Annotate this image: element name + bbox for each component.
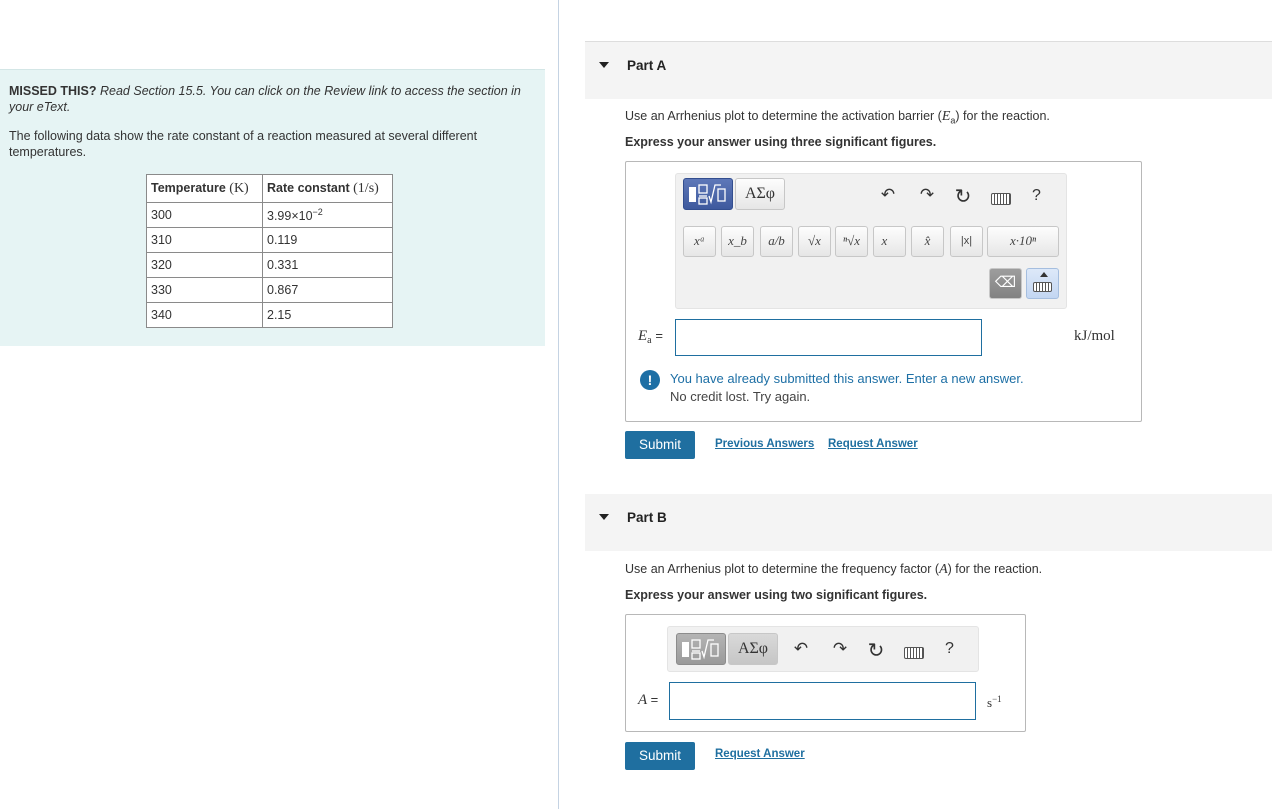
greek-symbols-button[interactable]: ΑΣφ	[728, 633, 778, 665]
alert-icon: !	[640, 370, 660, 390]
temperature-cell: 300	[147, 203, 263, 228]
a-unit-label: $s^{-1}$	[987, 694, 1002, 710]
part-b-question: Use an Arrhenius plot to determine the frequency factor (A) for the reaction.	[625, 562, 1043, 577]
problem-intro-panel	[0, 69, 545, 346]
missed-this-label: MISSED THIS?	[9, 84, 97, 98]
part-b-answer-box	[625, 614, 1026, 732]
collapse-caret-icon[interactable]	[599, 514, 609, 520]
column-divider	[558, 0, 559, 809]
square-root-button[interactable]: √x	[798, 226, 831, 257]
part-a-title: Part A	[627, 58, 667, 73]
part-b-title: Part B	[627, 510, 667, 525]
table-row	[147, 253, 393, 278]
part-b-instruction: Express your answer using two significant figures.	[625, 588, 928, 602]
part-a-submit-button[interactable]: Submit	[625, 431, 695, 459]
fraction-button[interactable]: a/b	[760, 226, 793, 257]
templates-button[interactable]	[683, 178, 733, 210]
part-b-submit-button[interactable]: Submit	[625, 742, 695, 770]
ea-answer-input[interactable]	[675, 319, 982, 356]
a-answer-input[interactable]	[669, 682, 976, 720]
greek-symbols-button[interactable]: ΑΣφ	[735, 178, 785, 210]
problem-description: The following data show the rate constant of a reaction measured at several different temperatures.	[9, 129, 478, 159]
rate-constant-cell: 0.119	[263, 228, 393, 253]
part-a-answer-box	[625, 161, 1142, 422]
table-header-row	[147, 175, 393, 203]
table-row	[147, 203, 393, 228]
feedback-message: You have already submitted this answer. Enter a new answer.	[670, 371, 1024, 386]
templates-icon	[677, 634, 725, 664]
undo-icon[interactable]: ↶	[880, 185, 896, 204]
templates-icon	[684, 179, 732, 209]
vector-button[interactable]: x⃗	[873, 226, 906, 257]
superscript-button[interactable]: xᵃ	[683, 226, 716, 257]
math-toolbar	[667, 626, 979, 672]
help-icon[interactable]: ?	[945, 640, 954, 657]
temperature-cell: 320	[147, 253, 263, 278]
keyboard-shortcuts-icon[interactable]	[991, 193, 1011, 205]
table-row	[147, 228, 393, 253]
chevron-up-icon	[1040, 272, 1048, 277]
temperature-cell: 330	[147, 278, 263, 303]
keyboard-icon	[1033, 282, 1052, 292]
virtual-keyboard-button[interactable]	[1026, 268, 1059, 299]
reset-icon[interactable]: ↻	[954, 186, 972, 208]
absolute-value-button[interactable]: |x|	[950, 226, 983, 257]
part-a-request-answer-link[interactable]: Request Answer	[828, 438, 918, 450]
reset-icon[interactable]: ↻	[867, 640, 885, 662]
temperature-header: Temperature (K)	[147, 175, 263, 203]
keyboard-shortcuts-icon[interactable]	[904, 647, 924, 659]
previous-answers-link[interactable]: Previous Answers	[715, 438, 815, 450]
templates-button[interactable]	[676, 633, 726, 665]
rate-constant-cell: 0.331	[263, 253, 393, 278]
temperature-cell: 340	[147, 303, 263, 328]
temperature-cell: 310	[147, 228, 263, 253]
rate-constant-cell: 0.867	[263, 278, 393, 303]
undo-icon[interactable]: ↶	[793, 639, 809, 658]
feedback-subtext: No credit lost. Try again.	[670, 389, 811, 404]
collapse-caret-icon[interactable]	[599, 62, 609, 68]
help-icon[interactable]: ?	[1032, 187, 1041, 204]
rate-constant-cell: 2.15	[263, 303, 393, 328]
redo-icon[interactable]: ↷	[919, 185, 935, 204]
part-b-header[interactable]	[585, 494, 1272, 551]
scientific-notation-button[interactable]: x·10ⁿ	[987, 226, 1059, 257]
part-a-question: Use an Arrhenius plot to determine the activation barrier $(E_a)$ for the reaction.	[625, 109, 1050, 126]
part-a-header[interactable]	[585, 42, 1272, 99]
redo-icon[interactable]: ↷	[832, 639, 848, 658]
backspace-icon[interactable]: ⌫	[989, 268, 1022, 299]
missed-this-text: Read Section 15.5. You can click on the Review link to access the section in your eText.	[9, 84, 521, 114]
a-input-label: A =	[638, 692, 659, 708]
math-toolbar	[675, 173, 1067, 309]
rate-constant-cell: $3.99\times 10^{-2}$	[263, 203, 393, 228]
ea-unit-label: kJ/mol	[1074, 328, 1115, 344]
table-row	[147, 303, 393, 328]
table-row	[147, 278, 393, 303]
part-b-request-answer-link[interactable]: Request Answer	[715, 748, 805, 760]
ea-input-label: $E_a$ =	[638, 328, 663, 346]
nth-root-button[interactable]: ⁿ√x	[835, 226, 868, 257]
unit-vector-button[interactable]: x̂	[911, 226, 944, 257]
part-a-instruction: Express your answer using three significant figures.	[625, 135, 937, 149]
rate-constant-header: Rate constant (1/s)	[263, 175, 393, 203]
missed-this-note	[9, 83, 539, 115]
subscript-button[interactable]: x_b	[721, 226, 754, 257]
rate-data-table	[146, 174, 393, 328]
